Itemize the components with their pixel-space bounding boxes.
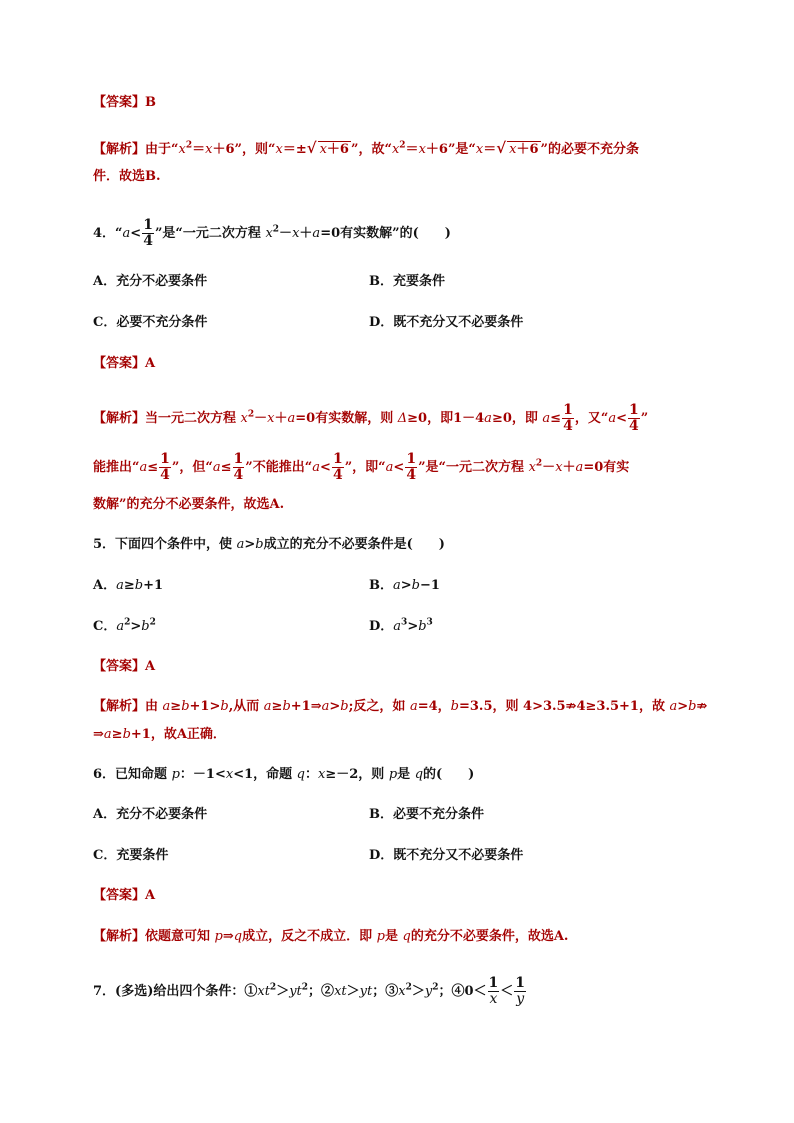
q3-analysis-line1: 【解析】由于“$x^2=x+6$”，则“x＝±√ x＋6 ”，故“$x^2=x+6$”是“x＝√ x＋6 ”的必要不充分条 [93, 139, 640, 157]
q4-analysis-line1: 【解析】当一元二次方程 $x^2-x+a=0$有实数解，则 Δ≥0，即1－4a≥0，即 a≤ $\frac{1}{4}$ ，又“a< $\frac{1}{4}$ ” [93, 402, 649, 434]
q4-option-c: C．必要不充分条件 [93, 315, 208, 330]
q6-option-b: B．必要不充分条件 [369, 807, 484, 822]
q6-analysis-line1: 【解析】依题意可知 p⇒q成立，反之不成立．即 p是 q的充分不必要条件，故选A. [93, 929, 569, 944]
q5-option-a: A．a≥b+1 [93, 578, 164, 593]
q5-option-b: B．a>b−1 [369, 578, 440, 593]
q6-option-a: A．充分不必要条件 [93, 807, 208, 822]
q6-option-d: D．既不充分又不必要条件 [369, 848, 524, 863]
q4-option-b: B．充要条件 [369, 274, 445, 289]
q6-answer: 【答案】A [93, 888, 156, 903]
q5-option-d: D．$a^3>b^3$ [369, 617, 433, 634]
q4-stem: 4．“a< $\frac{1}{4}$ ”是“一元二次方程 $x^2-x+a=0$有实数解”的( ) [93, 217, 451, 249]
q5-answer: 【答案】A [93, 659, 156, 674]
q5-stem: 5．下面四个条件中，使 a>b成立的充分不必要条件是( ) [93, 537, 445, 552]
q3-analysis-line2: 件．故选B. [93, 169, 161, 184]
q4-option-d: D．既不充分又不必要条件 [369, 315, 524, 330]
q4-analysis-line3: 数解”的充分不必要条件，故选A. [93, 497, 285, 512]
q5-analysis-line2: ⇒a≥b+1，故A正确． [93, 727, 226, 742]
q6-option-c: C．充要条件 [93, 848, 169, 863]
q4-analysis-line2: 能推出“a≤ $\frac{1}{4}$ ”，但“a≤ $\frac{1}{4}$ ”不能推出“a< $\frac{1}{4}$ ”，即“a< $\frac{1}{4}$ ”是“一元二次方程 $x^2-x+a=0$有实 [93, 451, 630, 483]
q5-analysis-line1: 【解析】由 a≥b+1>b,从而 a≥b+1⇒a>b;反之，如 a=4，b=3.5，则 4>3.5⇏4≥3.5+1，故 a>b⇏ [93, 699, 708, 714]
q7-stem: 7．(多选)给出四个条件：$①xt^2>yt^2$；②xt＞yt；$③x^2>y^2$；④0＜ $\frac{1}{x}$ ＜ $\frac{1}{y}$ [93, 975, 526, 1007]
q6-stem: 6．已知命题 p：－1<x<1，命题 q：x≥－2，则 p是 q的( ) [93, 767, 475, 782]
q4-answer: 【答案】A [93, 356, 156, 371]
q3-answer: 【答案】B [93, 95, 156, 110]
q4-option-a: A．充分不必要条件 [93, 274, 208, 289]
q5-option-c: C．$a^2>b^2$ [93, 617, 156, 634]
